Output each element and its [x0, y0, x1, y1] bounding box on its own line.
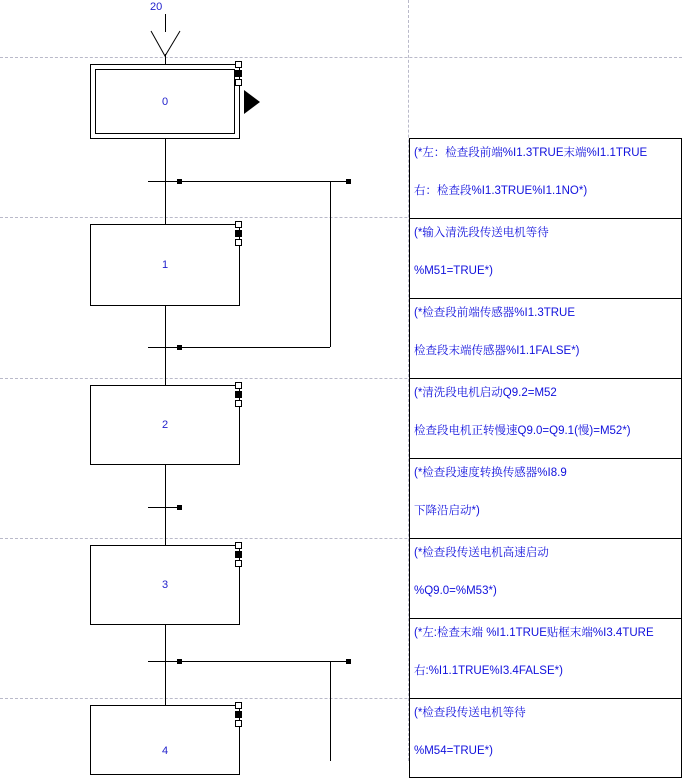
step-1-label: 1	[161, 259, 169, 271]
comment-line-1: (*检查段前端传感器%I1.3TRUE	[414, 307, 576, 319]
transition-marker[interactable]	[346, 179, 351, 184]
branch-line	[330, 661, 331, 761]
comment-line-2: %M54=TRUE*)	[414, 745, 493, 757]
transition-marker[interactable]	[177, 179, 182, 184]
divergence-line	[165, 181, 330, 182]
comment-line-1: (*左:检查末端 %I1.1TRUE贴框末端%I3.4TURE	[414, 627, 654, 639]
comment-block[interactable]	[409, 458, 682, 538]
handle[interactable]	[235, 239, 242, 246]
step-2-selection-handles[interactable]	[235, 382, 243, 409]
connector-line	[165, 465, 166, 545]
comment-block[interactable]	[409, 618, 682, 698]
comment-line-1: (*左：检查段前端%I1.3TRUE末端%I1.1TRUE	[414, 147, 648, 159]
step-4-selection-handles[interactable]	[235, 702, 243, 729]
jump-arrow-icon	[150, 30, 182, 58]
comment-block[interactable]	[409, 298, 682, 378]
handle[interactable]	[235, 702, 242, 709]
step-0-label: 0	[161, 95, 169, 108]
handle[interactable]	[235, 560, 242, 567]
connector-line	[165, 54, 166, 64]
handle[interactable]	[235, 382, 242, 389]
comment-line-2: 右:%I1.1TRUE%I3.4FALSE*)	[414, 665, 563, 677]
top-transition-label: 20	[150, 1, 163, 13]
transition-marker[interactable]	[346, 659, 351, 664]
sfc-step-1[interactable]	[90, 224, 240, 306]
handle[interactable]	[235, 542, 242, 549]
comment-block[interactable]	[409, 378, 682, 458]
handle[interactable]	[235, 61, 242, 68]
comment-block[interactable]	[409, 538, 682, 618]
comment-line-1: (*输入清洗段传送电机等待	[414, 227, 549, 239]
divergence-line	[165, 661, 330, 662]
connector-line	[165, 181, 166, 224]
comment-line-1: (*检查段传送电机等待	[414, 707, 526, 719]
step-0-cursor-arrow[interactable]	[244, 90, 260, 114]
step-1-selection-handles[interactable]	[235, 221, 243, 248]
comment-line-2: 检查段末端传感器%I1.1FALSE*)	[414, 345, 580, 357]
comment-line-1: (*检查段传送电机高速启动	[414, 547, 549, 559]
comment-line-1: (*检查段速度转换传感器%I8.9	[414, 467, 567, 479]
transition-marker[interactable]	[177, 505, 182, 510]
comment-line-2: %Q9.0=%M53*)	[414, 585, 497, 597]
branch-return-line	[330, 181, 331, 347]
grid-guide-horizontal	[0, 57, 682, 58]
transition-marker[interactable]	[177, 659, 182, 664]
comment-line-2: 下降沿启动*)	[414, 505, 480, 517]
handle[interactable]	[235, 551, 242, 558]
handle[interactable]	[235, 711, 242, 718]
connector-line	[165, 139, 166, 181]
comment-block[interactable]	[409, 138, 682, 218]
comment-line-2: 右：检查段%I1.3TRUE%I1.1NO*)	[414, 185, 588, 197]
sfc-step-3[interactable]	[90, 545, 240, 625]
handle[interactable]	[235, 221, 242, 228]
sfc-step-2[interactable]	[90, 385, 240, 465]
step-4-label: 4	[161, 745, 169, 757]
step-0-selection-handles[interactable]	[235, 61, 243, 88]
handle[interactable]	[235, 70, 242, 77]
step-3-label: 3	[161, 579, 169, 591]
comment-line-1: (*清洗段电机启动Q9.2=M52	[414, 387, 557, 399]
handle[interactable]	[235, 400, 242, 407]
connector-line	[165, 306, 166, 385]
step-2-label: 2	[161, 419, 169, 431]
handle[interactable]	[235, 720, 242, 727]
handle[interactable]	[235, 391, 242, 398]
comment-block[interactable]	[409, 218, 682, 298]
handle[interactable]	[235, 230, 242, 237]
comment-block[interactable]	[409, 698, 682, 778]
sfc-step-0[interactable]	[90, 64, 240, 139]
comment-line-2: 检查段电机正转慢速Q9.0=Q9.1(慢)=M52*)	[414, 425, 631, 437]
convergence-line	[165, 347, 330, 348]
connector-line	[165, 625, 166, 705]
step-3-selection-handles[interactable]	[235, 542, 243, 569]
comment-column	[409, 138, 682, 778]
comment-line-2: %M51=TRUE*)	[414, 265, 493, 277]
sfc-step-4[interactable]	[90, 705, 240, 775]
handle[interactable]	[235, 79, 242, 86]
